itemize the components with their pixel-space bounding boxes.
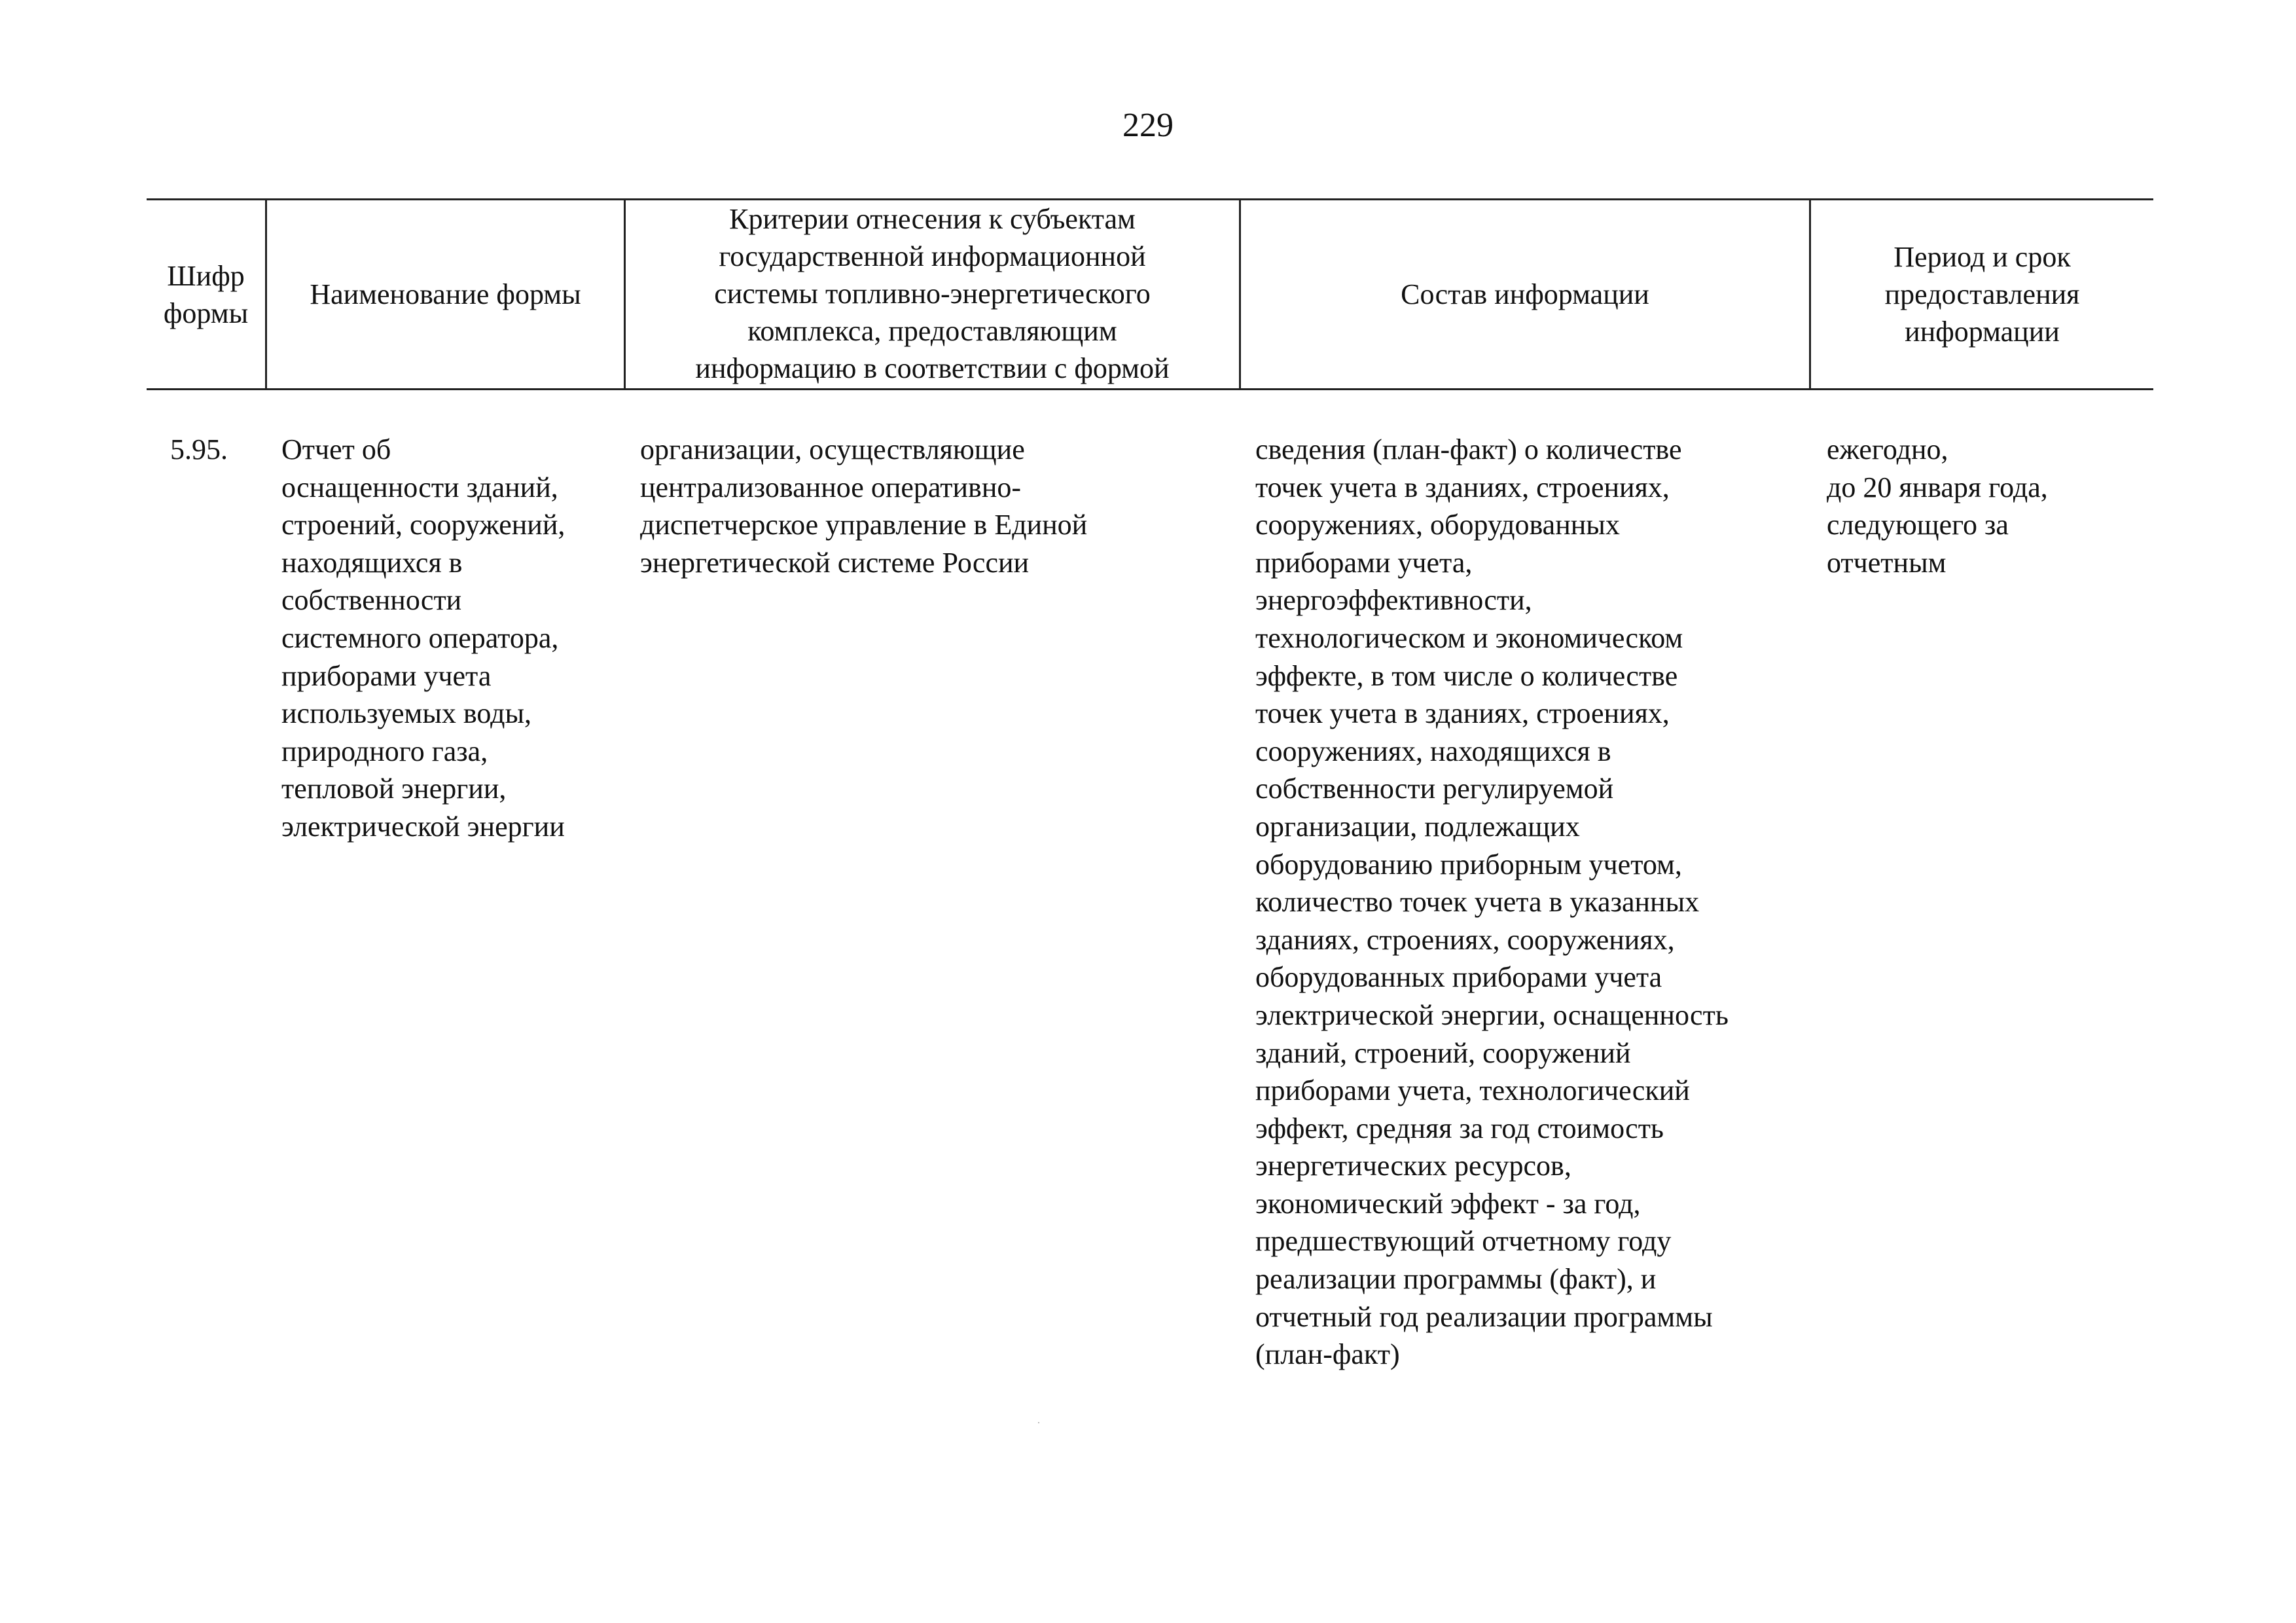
scan-speck <box>1038 1422 1039 1423</box>
row-form-name-line: находящихся в <box>281 546 463 579</box>
row-content-line: точек учета в зданиях, строениях, <box>1255 471 1670 503</box>
header-period-line: предоставления <box>1884 278 2080 310</box>
row-period-line: ежегодно, <box>1827 433 1948 465</box>
row-form-name-line: приборами учета <box>281 659 492 692</box>
row-content-line: экономический эффект - за год, <box>1255 1187 1641 1220</box>
header-form-name-line: Наименование формы <box>310 278 581 310</box>
row-period <box>1827 431 2048 581</box>
row-period-line: отчетным <box>1827 546 1946 579</box>
row-form-name-line: тепловой энергии, <box>281 773 507 805</box>
row-content-line: эффекте, в том числе о количестве <box>1255 659 1678 692</box>
header-content <box>1241 200 1809 388</box>
row-form-name-line: электрической энергии <box>281 810 565 843</box>
row-content-line: оборудованию приборным учетом, <box>1255 848 1682 881</box>
row-form-name-line: Отчет об <box>281 433 391 465</box>
row-content <box>1255 431 1729 1374</box>
row-form-name-line: собственности <box>281 584 462 617</box>
row-content-line: предшествующий отчетному году <box>1255 1225 1672 1258</box>
row-content-line: энергоэффективности, <box>1255 584 1532 617</box>
header-code-line: формы <box>163 297 249 329</box>
header-code-line: Шифр <box>167 259 245 292</box>
row-form-name-line: природного газа, <box>281 735 488 767</box>
page-number: 229 <box>1122 107 1174 144</box>
row-content-line: организации, подлежащих <box>1255 810 1580 843</box>
row-period-line: до 20 января года, <box>1827 471 2048 503</box>
row-criteria-line: энергетической системе России <box>640 546 1030 579</box>
row-content-line: сооружениях, находящихся в <box>1255 735 1611 767</box>
row-content-line: оборудованных приборами учета <box>1255 961 1662 994</box>
row-criteria-line: диспетчерское управление в Единой <box>640 509 1088 541</box>
header-criteria-line: комплекса, предоставляющим <box>747 315 1117 347</box>
header-criteria-line: информацию в соответствии с формой <box>695 352 1170 384</box>
row-content-line: зданиях, строениях, сооружениях, <box>1255 923 1675 956</box>
row-content-line: точек учета в зданиях, строениях, <box>1255 697 1670 730</box>
row-content-line: технологическом и экономическом <box>1255 621 1683 654</box>
row-criteria-line: организации, осуществляющие <box>640 433 1025 465</box>
row-content-line: приборами учета, <box>1255 546 1473 579</box>
row-form-name-line: оснащенности зданий, <box>281 471 558 503</box>
row-content-line: приборами учета, технологический <box>1255 1074 1690 1107</box>
row-content-line: отчетный год реализации программы <box>1255 1300 1713 1333</box>
row-code <box>170 431 228 469</box>
row-period-line: следующего за <box>1827 509 2009 541</box>
row-content-line: эффект, средняя за год стоимость <box>1255 1112 1664 1144</box>
row-form-name-line: строений, сооружений, <box>281 509 565 541</box>
row-form-name <box>281 431 565 846</box>
header-criteria-line: Критерии отнесения к субъектам <box>729 203 1136 235</box>
row-content-line: электрической энергии, оснащенность <box>1255 998 1729 1031</box>
row-content-line: сооружениях, оборудованных <box>1255 509 1620 541</box>
header-form-name <box>267 200 624 388</box>
header-code <box>147 200 265 388</box>
row-content-line: количество точек учета в указанных <box>1255 886 1700 919</box>
header-criteria-line: системы топливно-энергетического <box>714 278 1151 310</box>
row-code-line: 5.95. <box>170 433 228 465</box>
header-period <box>1811 200 2153 388</box>
header-criteria <box>626 200 1239 388</box>
row-content-line: зданий, строений, сооружений <box>1255 1036 1631 1069</box>
header-period-line: информации <box>1905 316 2060 348</box>
header-content-line: Состав информации <box>1401 278 1649 310</box>
row-content-line: энергетических ресурсов, <box>1255 1150 1571 1182</box>
header-period-line: Период и срок <box>1893 241 2071 273</box>
table-header-bottom-rule <box>147 388 2153 390</box>
row-form-name-line: системного оператора, <box>281 621 559 654</box>
row-content-line: (план-факт) <box>1255 1338 1400 1371</box>
header-criteria-line: государственной информационной <box>719 240 1146 272</box>
row-content-line: собственности регулируемой <box>1255 773 1614 805</box>
row-content-line: сведения (план-факт) о количестве <box>1255 433 1682 465</box>
row-criteria <box>640 431 1087 581</box>
row-form-name-line: используемых воды, <box>281 697 532 730</box>
row-content-line: реализации программы (факт), и <box>1255 1263 1657 1296</box>
row-criteria-line: централизованное оперативно- <box>640 471 1022 503</box>
